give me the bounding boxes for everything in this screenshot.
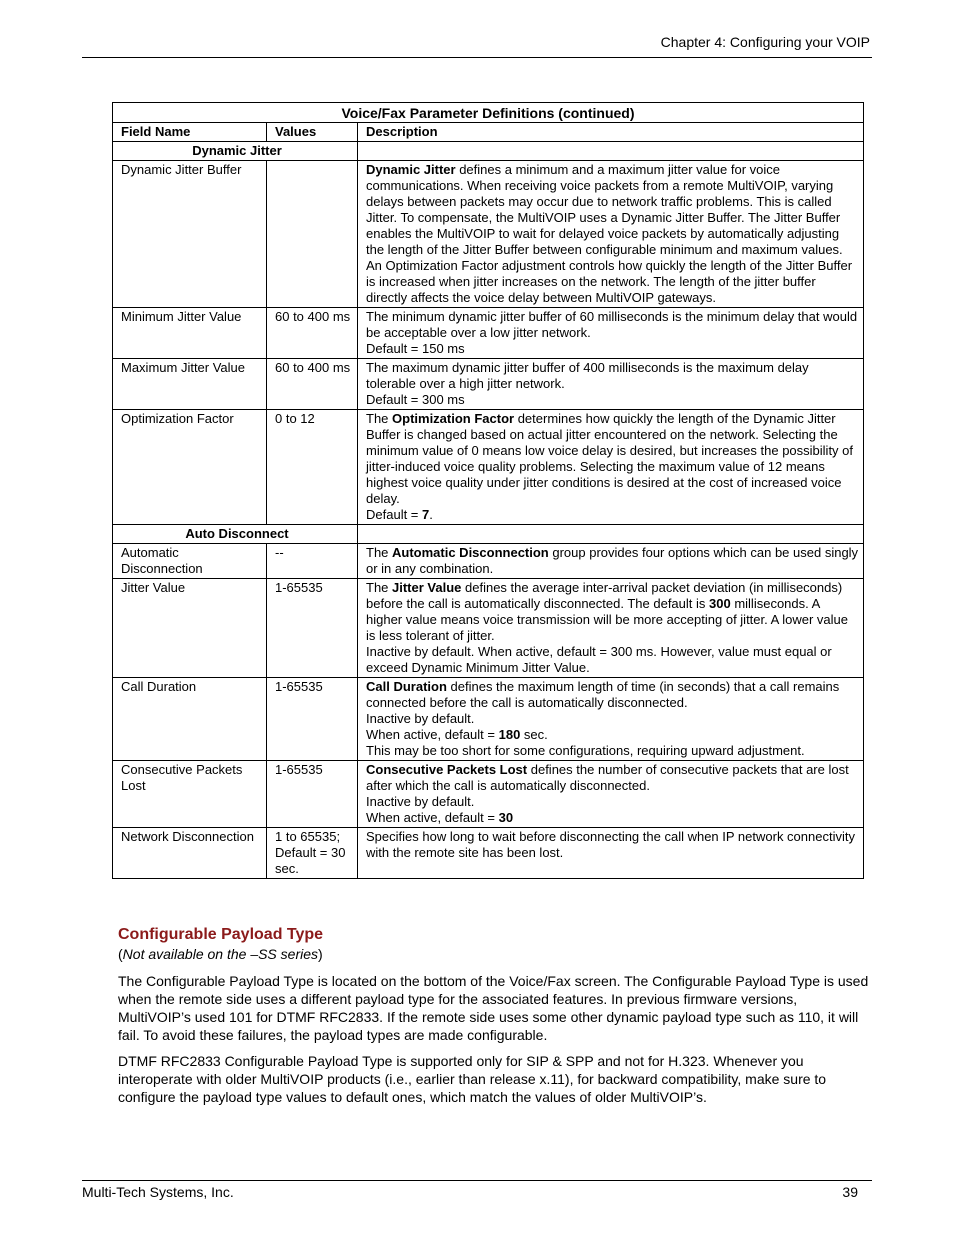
- field-description: The Jitter Value defines the average inter-arrival packet deviation (in milliseconds) before the call is automatically disconnected. The default is 300 milliseconds. A higher value means voice transmission will be more accepting of jitter. A lower value is less tolerant of jitter. Inactive by default. When active, default = 300 ms. However, value must equal or exceed Dynamic Minimum Jitter Value.: [358, 579, 864, 678]
- table-row: [113, 308, 864, 359]
- field-value: 0 to 12: [267, 410, 358, 525]
- page-number: 39: [842, 1184, 858, 1200]
- field-value: 1-65535: [267, 579, 358, 678]
- paragraph-payload-intro: The Configurable Payload Type is located on the bottom of the Voice/Fax screen. The Configurable Payload Type is used when the remote side uses a different payload type for the associated features. In previous firmware versions, MultiVOIP’s used 101 for DTMF RFC2833. If the remote side uses some other dynamic payload type such as 110, it will fail. To avoid these failures, the payload types are made configurable.: [118, 973, 869, 1043]
- field-description: Consecutive Packets Lost defines the number of consecutive packets that are lost after which the call is automatically disconnected. Inactive by default. When active, default = 30: [358, 761, 864, 828]
- field-value: 60 to 400 ms: [267, 359, 358, 410]
- field-description: The minimum dynamic jitter buffer of 60 milliseconds is the minimum delay that would be acceptable over a low jitter network. Default = 150 ms: [358, 308, 864, 359]
- field-name: Network Disconnection: [113, 828, 267, 879]
- field-name: Call Duration: [113, 678, 267, 761]
- parameter-table: [112, 102, 864, 879]
- field-description: The maximum dynamic jitter buffer of 400 milliseconds is the maximum delay tolerable over a high jitter network. Default = 300 ms: [358, 359, 864, 410]
- table-row: [113, 161, 864, 308]
- group-label: Dynamic Jitter: [113, 142, 358, 161]
- footer-rule: [82, 1180, 872, 1181]
- field-name: Maximum Jitter Value: [113, 359, 267, 410]
- section-heading: Configurable Payload Type: [118, 926, 324, 943]
- field-value: 1 to 65535; Default = 30 sec.: [267, 828, 358, 879]
- table-row: [113, 410, 864, 525]
- table-row: [113, 761, 864, 828]
- field-name: Jitter Value: [113, 579, 267, 678]
- field-description: Specifies how long to wait before disconnecting the call when IP network connectivity with the remote site has been lost.: [358, 828, 864, 879]
- group-row-auto-disconnect: [113, 525, 864, 544]
- group-row-dynamic-jitter: [113, 142, 864, 161]
- field-name: Consecutive Packets Lost: [113, 761, 267, 828]
- field-name: Minimum Jitter Value: [113, 308, 267, 359]
- col-description: Description: [358, 123, 864, 142]
- field-name: Dynamic Jitter Buffer: [113, 161, 267, 308]
- field-name: Automatic Disconnection: [113, 544, 267, 579]
- table-row: [113, 544, 864, 579]
- field-value: 60 to 400 ms: [267, 308, 358, 359]
- paragraph-dtmf-compat: DTMF RFC2833 Configurable Payload Type is supported only for SIP & SPP and not for H.323. Whenever you interoperate with older MultiVOIP products (i.e., earlier than release x.11), for backward compatibility, make sure to configure the payload type values to default ones, which match the values of older MultiVOIP’s.: [118, 1053, 827, 1105]
- field-description: The Optimization Factor determines how quickly the length of the Dynamic Jitter Buffer is changed based on actual jitter encountered on the network. Selecting the minimum value of 0 means low voice delay is desired, but increases the possibility of jitter-induced voice quality problems. Selecting the maximum value of 12 means highest voice quality under jitter conditions is desired at the cost of increased voice delay. Default = 7.: [358, 410, 864, 525]
- table-row: [113, 359, 864, 410]
- header-rule: [82, 57, 872, 58]
- chapter-header: Chapter 4: Configuring your VOIP: [660, 34, 870, 50]
- col-field-name: Field Name: [113, 123, 267, 142]
- field-value: --: [267, 544, 358, 579]
- table-title: Voice/Fax Parameter Definitions (continued): [113, 103, 864, 123]
- field-value: 1-65535: [267, 678, 358, 761]
- field-name: Optimization Factor: [113, 410, 267, 525]
- field-description: Dynamic Jitter defines a minimum and a maximum jitter value for voice communications. When receiving voice packets from a remote MultiVOIP, varying delays between packets may occur due to network traffic problems. This is called Jitter. To compensate, the MultiVOIP uses a Dynamic Jitter Buffer. The Jitter Buffer enables the MultiVOIP to wait for delayed voice packets by automatically adjusting the length of the Jitter Buffer between configurable minimum and maximum values. An Optimization Factor adjustment controls how quickly the length of the Jitter Buffer is increased when jitter increases on the network. The length of the jitter buffer directly affects the voice delay between MultiVOIP gateways.: [358, 161, 864, 308]
- field-description: The Automatic Disconnection group provides four options which can be used singly or in any combination.: [358, 544, 864, 579]
- table-row: [113, 678, 864, 761]
- table-row: [113, 828, 864, 879]
- table-row: [113, 579, 864, 678]
- footer-company: Multi-Tech Systems, Inc.: [82, 1184, 234, 1200]
- field-description: Call Duration defines the maximum length of time (in seconds) that a call remains connected before the call is automatically disconnected. Inactive by default. When active, default = 180 sec. This may be too short for some configurations, requiring upward adjustment.: [358, 678, 864, 761]
- col-values: Values: [267, 123, 358, 142]
- field-value: [267, 161, 358, 308]
- group-label: Auto Disconnect: [113, 525, 358, 544]
- field-value: 1-65535: [267, 761, 358, 828]
- table-title-row: [113, 103, 864, 123]
- table-header-row: [113, 123, 864, 142]
- section-note: (Not available on the –SS series): [118, 946, 323, 962]
